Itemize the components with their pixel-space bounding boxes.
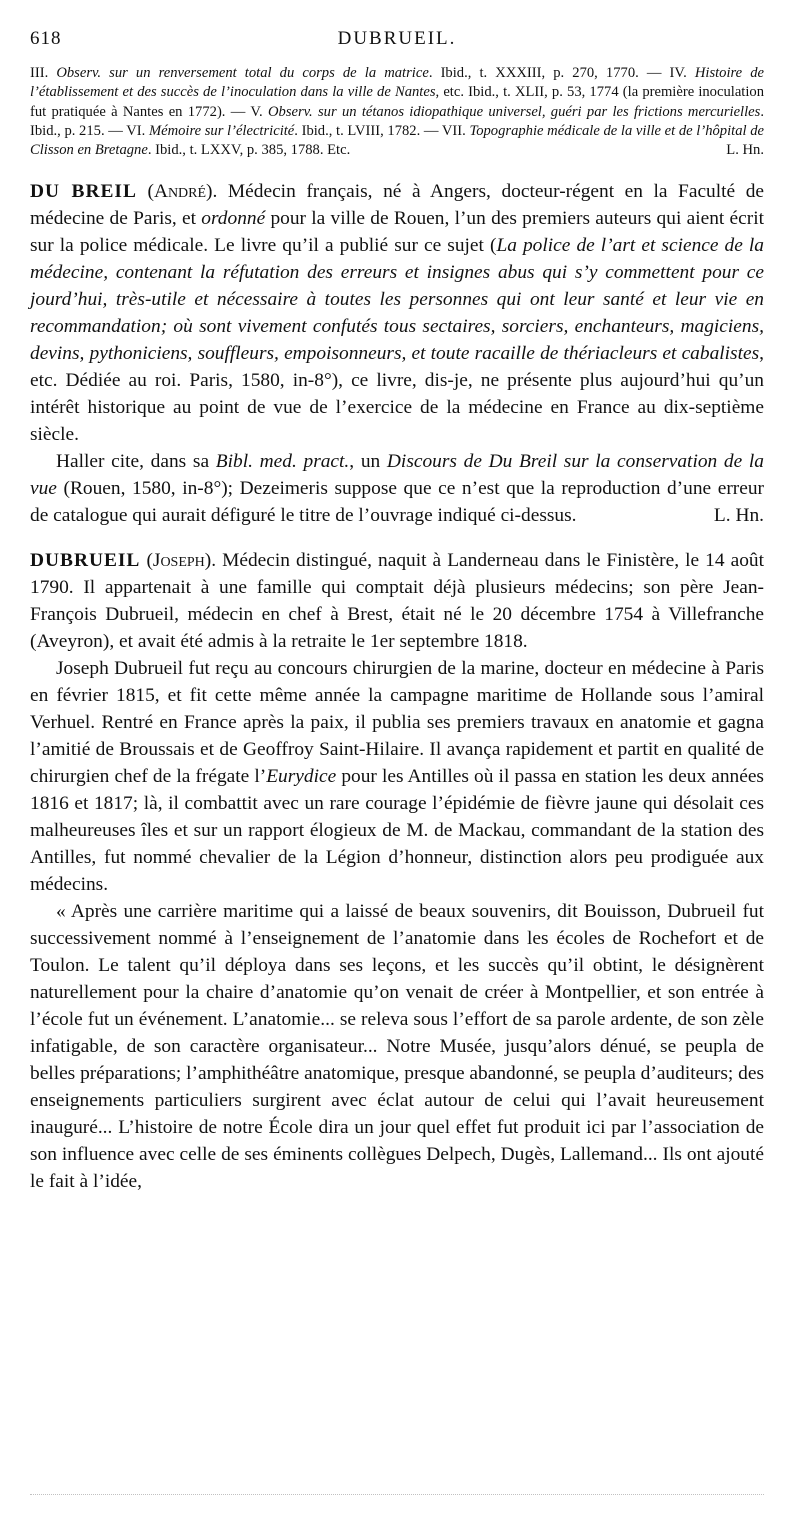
entry-paragraph	[30, 178, 764, 448]
entry-text: « Après une carrière maritime qui a laissé de beaux souvenirs, dit Bouisson, Dubrueil fut successivement nommé à l’enseignement de l’anatomie dans les écoles de Rochefort et de Toulon. Le talent qu’il déploya dans ses leçons, et les succès qu’il obtint, le désignèrent naturellement pour la chaire d’anatomie qu’on venait de créer à Montpellier, et son entrée à l’école fut un événement. L’anatomie... se releva sous l’effort de sa parole ardente, de son zèle infatigable, de son caractère organisateur... Notre Musée, jusqu’alors dénué, se peupla de belles préparations; l’amphithéâtre anatomique, presque abandonné, se peupla d’auditeurs; des enseignements particuliers surgirent avec éclat autour de celui qui l’avait heureusement inauguré... L’histoire de notre École dira un jour quel effet fut produit ici par l’association de son influence avec celle de ses éminents collègues Delpech, Dugès, Lallemand... Ils ont ajouté le fait à l’idée,	[30, 901, 764, 1193]
continuation-text: . Ibid., t. XXXIII, p. 270, 1770. — IV.	[428, 65, 695, 81]
entry-headword: DU BREIL	[30, 181, 137, 203]
entry-given-name: (André).	[147, 181, 218, 203]
continuation-text: , etc. Ibid., t. XLII, p. 53, 1774 (la première inoculation fut pratiquée à Nantes en 1772). — V.	[30, 84, 764, 120]
entry-given-name: (Joseph).	[146, 550, 217, 572]
continuation-text: . Ibid., t. LVIII, 1782. — VII.	[294, 122, 470, 139]
footer-rule	[30, 1494, 764, 1497]
entry-du-breil	[30, 178, 764, 529]
emphasis: ordonné	[201, 208, 266, 230]
work-title: Bibl. med. pract.	[215, 451, 350, 473]
page-number: 618	[30, 28, 62, 49]
author-signature: L. Hn.	[726, 142, 764, 159]
page	[30, 28, 764, 1195]
entry-dubrueil	[30, 547, 764, 1195]
work-title: La police de l’art et science de la médecine, contenant la réfutation des erreurs et insignes abus qui s’y commettent pour ce jourd’hui, très-utile et nécessaire à toutes les personnes qui ont leur santé et leur vie en recommandation; où sont vivement confutés tous sectaires, sorciers, enchanteurs, magiciens, devins, pythoniciens, souffleurs, empoisonneurs, et toute racaille de thériacleurs et cabalistes	[30, 235, 765, 365]
work-title: Discours de Du Breil sur la conservation de la vue	[30, 451, 765, 500]
work-title: Observ. sur un tétanos idiopathique universel, guéri par les frictions mercurielles	[267, 103, 761, 120]
work-title: Histoire de l’établissement et des succès de l’inoculation dans la ville de Nantes	[30, 65, 765, 101]
author-signature: L. Hn.	[713, 505, 764, 527]
continuation-text: III.	[30, 65, 57, 81]
entry-paragraph	[30, 898, 764, 1195]
entry-paragraph	[30, 547, 764, 655]
entry-text: , un	[349, 451, 387, 473]
running-title: DUBRUEIL.	[337, 28, 457, 49]
continuation-text: . Ibid., p. 215. — VI.	[30, 103, 764, 139]
entry-text: Médecin français, né à Angers, docteur-régent en la Faculté de médecine de Paris, et	[30, 181, 764, 230]
work-title: Observ. sur un renversement total du corps de la matrice	[56, 65, 429, 81]
entry-text: (Rouen, 1580, in-8°); Dezeimeris suppose que ce n’est que la reproduction d’une erreur de catalogue qui aurait défiguré le titre de l’ouvrage indiqué ci-dessus.	[30, 478, 764, 527]
continuation-paragraph	[30, 64, 764, 160]
continuation-text: . Ibid., t. LXXV, p. 385, 1788. Etc.	[147, 142, 351, 159]
work-title: Topographie médicale de la ville et de l’hôpital de Clisson en Bretagne	[30, 122, 764, 159]
running-head	[30, 28, 764, 54]
entry-headword: DUBRUEIL	[30, 550, 141, 572]
work-title: Mémoire sur l’électricité	[148, 122, 295, 139]
entry-paragraph	[30, 655, 764, 898]
entry-text: pour la ville de Rouen, l’un des premiers auteurs qui aient écrit sur la police médicale. Le livre qu’il a publié sur ce sujet (	[30, 208, 764, 257]
entry-text: Médecin distingué, naquit à Landerneau dans le Finistère, le 14 août 1790. Il appartenait à une famille qui comptait déjà plusieurs médecins; son père Jean-François Dubrueil, médecin en chef à Brest, était né le 20 décembre 1754 à Villefranche (Aveyron), et avait été admis à la retraite le 1er septembre 1818.	[30, 550, 764, 653]
ship-name: Eurydice	[266, 766, 337, 788]
entry-text: Haller cite, dans sa	[56, 451, 216, 473]
entry-text: pour les Antilles où il passa en station les deux années 1816 et 1817; là, il combattit avec un rare courage l’épidémie de fièvre jaune qui désolait ces malheureuses îles et sur un rapport élogieux de M. de Mackau, commandant de la station des Antilles, fut nommé chevalier de la Légion d’honneur, distinction alors peu prodiguée aux médecins.	[30, 766, 764, 896]
entry-text: , etc. Dédiée au roi. Paris, 1580, in-8°), ce livre, dis-je, ne présente plus aujourd’hui qu’un intérêt historique au point de vue de l’exercice de la médecine en France au dix-septième siècle.	[30, 343, 764, 446]
entry-text: Joseph Dubrueil fut reçu au concours chirurgien de la marine, docteur en médecine à Paris en février 1815, et fit cette même année la campagne maritime de Hollande sous l’amiral Verhuel. Rentré en France après la paix, il publia ses premiers travaux en anatomie et gagna l’amitié de Broussais et de Geoffroy Saint-Hilaire. Il avança rapidement et partit en qualité de chirurgien chef de la frégate l’	[30, 658, 764, 788]
